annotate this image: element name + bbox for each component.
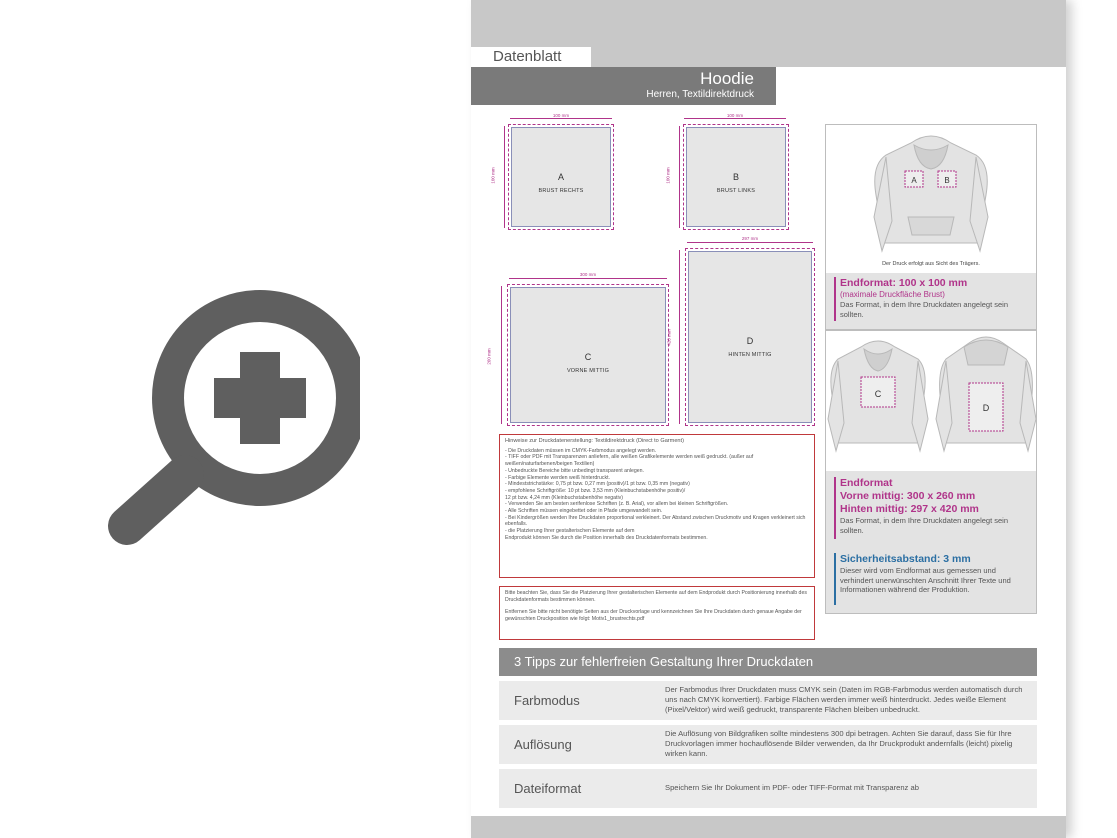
- hint-line: - Verwenden Sie am besten serifenlose Schriften (z. B. Arial), vor allem bei kleinen Schriftgrößen.: [505, 501, 729, 508]
- area-b-width: 100 mm: [726, 113, 744, 118]
- area-a-letter: A: [557, 172, 564, 182]
- hoodie-front-back-figure: [826, 331, 1036, 469]
- hint-line: - Die Druckdaten müssen im CMYK-Farbmodus angelegt werden.: [505, 447, 657, 454]
- product-subtitle: Herren, Textildirektdruck: [646, 89, 754, 100]
- tip-text: Speichern Sie Ihr Dokument im PDF- oder TIFF-Format mit Transparenz ab: [665, 783, 919, 792]
- tip-text: Die Auflösung von Bildgrafiken sollte mindestens 300 dpi betragen. Achten Sie darauf, dass Sie für Ihre Druckvorlagen immer hochauflösende Bilder verwenden, da Ihr Druckprodukt andernfalls (leicht) pixelig wirken kann.: [665, 729, 1013, 759]
- safety-margin-title: Sicherheitsabstand: 3 mm: [840, 553, 971, 565]
- tip-name: Dateiformat: [514, 781, 582, 796]
- endformat-back: Hinten mittig: 297 x 420 mm: [840, 503, 979, 515]
- hint-line: Endprodukt können Sie durch die Position innerhalb des Druckdatenformats bestimmen.: [505, 534, 708, 541]
- footer-band: [471, 816, 1066, 838]
- header-band: [471, 0, 1066, 47]
- area-a-name: BRUST RECHTS: [538, 188, 584, 194]
- area-b-name: BRUST LINKS: [716, 188, 756, 194]
- zoom-in-icon[interactable]: [105, 280, 360, 550]
- area-c-width: 300 mm: [579, 272, 597, 277]
- svg-text:D: D: [982, 403, 990, 413]
- hint-line: 12 pt bzw. 4,24 mm (Kleinbuchstabenhöhe negativ): [505, 494, 623, 501]
- tip-row: [499, 681, 1037, 720]
- svg-text:C: C: [874, 389, 882, 399]
- endformat-text: Das Format, in dem Ihre Druckdaten angelegt sein sollten.: [840, 516, 1008, 535]
- hint-line: - Mindeststrichstärke: 0,75 pt bzw. 0,27 mm (positiv)/1 pt bzw. 0,35 mm (negativ): [505, 481, 690, 488]
- svg-text:B: B: [944, 176, 950, 185]
- title-bar: [471, 67, 776, 105]
- hint-line: - die Platzierung Ihrer gestalterischen Elemente auf dem: [505, 528, 635, 535]
- hoodie-front-chest-figure: [826, 125, 1036, 271]
- endformat-front: Vorne mittig: 300 x 260 mm: [840, 490, 976, 502]
- area-c-height: 260 mm: [486, 348, 492, 365]
- endformat-chest-text: Das Format, in dem Ihre Druckdaten angelegt sein sollten.: [840, 300, 1008, 319]
- note-line: Entfernen Sie bitte nicht benötigte Seiten aus der Druckvorlage und kennzeichnen Sie Ihre Druckdaten durch genaue Angabe der gewünschten Druckposition wie folgt: Motiv1_brustrechts.pdf: [505, 609, 802, 623]
- area-c-letter: C: [584, 352, 592, 362]
- hint-line: - empfohlene Schriftgröße: 10 pt bzw. 3,53 mm (Kleinbuchstabenhöhe positiv)/: [505, 487, 686, 494]
- area-a-width: 100 mm: [552, 113, 570, 118]
- tip-name: Farbmodus: [514, 693, 580, 708]
- safety-margin-text: Dieser wird vom Endformat aus gemessen und verhindert unerwünschten Anschnitt Ihrer Texte und Informationen während der Produktion.: [840, 566, 1011, 594]
- endformat-title: Endformat: [840, 477, 893, 489]
- datasheet-page: [471, 0, 1066, 838]
- area-b-letter: B: [732, 172, 739, 182]
- area-a-height: 100 mm: [490, 167, 496, 184]
- area-d-name: HINTEN MITTIG: [728, 352, 772, 358]
- tip-row: [499, 769, 1037, 808]
- hint-line: - Unbedruckte Bereiche bitte unbedingt transparent anlegen.: [505, 467, 645, 474]
- area-c-name: VORNE MITTIG: [566, 368, 610, 374]
- area-d-height: 420 mm: [666, 329, 672, 346]
- tip-name: Auflösung: [514, 737, 572, 752]
- tip-row: [499, 725, 1037, 764]
- figure-caption: Der Druck erfolgt aus Sicht des Trägers.: [882, 261, 980, 267]
- note-line: Bitte beachten Sie, dass Sie die Platzierung Ihrer gestalterischen Elemente auf dem Endprodukt durch Positionierung innerhalb des Druckdatenformats bestimmen können.: [505, 590, 807, 603]
- chest-panel: [825, 124, 1037, 330]
- print-hints-box: [499, 434, 815, 578]
- area-d-letter: D: [746, 336, 754, 346]
- tips-header: 3 Tipps zur fehlerfreien Gestaltung Ihrer Druckdaten: [499, 648, 1037, 676]
- notes-box: [499, 586, 815, 640]
- product-title: Hoodie: [700, 69, 754, 88]
- hint-line: - Alle Schriften müssen eingebettet oder in Pfade umgewandelt sein.: [505, 508, 663, 515]
- svg-text:A: A: [911, 176, 917, 185]
- hint-line: Hinweise zur Druckdatenerstellung: Textildirektdruck (Direct to Garment): [505, 438, 684, 444]
- hint-line: - Bei Kindergrößen werden Ihre Druckdaten proportional verkleinert. Der Abstand zwischen Druckmotiv und Kragen verkleinert sich ebenfalls.: [505, 514, 806, 528]
- area-b-height: 100 mm: [665, 167, 671, 184]
- endformat-chest-subtitle: (maximale Druckfläche Brust): [840, 290, 945, 299]
- datasheet-tab: Datenblatt: [471, 47, 591, 67]
- hint-line: - TIFF oder PDF mit Transparenzen anliefern, alle weißen Grafikelemente werden weiß gedruckt. (außer auf weißen/naturfarbenen/beigen Textilien): [505, 454, 754, 468]
- hint-line: - Farbige Elemente werden weiß hinterdruckt.: [505, 474, 610, 481]
- endformat-chest-title: Endformat: 100 x 100 mm: [840, 277, 968, 289]
- tip-text: Der Farbmodus Ihrer Druckdaten muss CMYK sein (Daten im RGB-Farbmodus werden automatisch durch uns nach CMYK konvertiert). Farbige Flächen werden immer weiß hinterdruckt. Jedes weiße Element (Pixel/Vektor) wird weiß gedruckt, transparente Flächen bleiben unbedruckt.: [665, 685, 1023, 715]
- front-back-panel: [825, 330, 1037, 614]
- area-d-width: 297 mm: [741, 236, 759, 241]
